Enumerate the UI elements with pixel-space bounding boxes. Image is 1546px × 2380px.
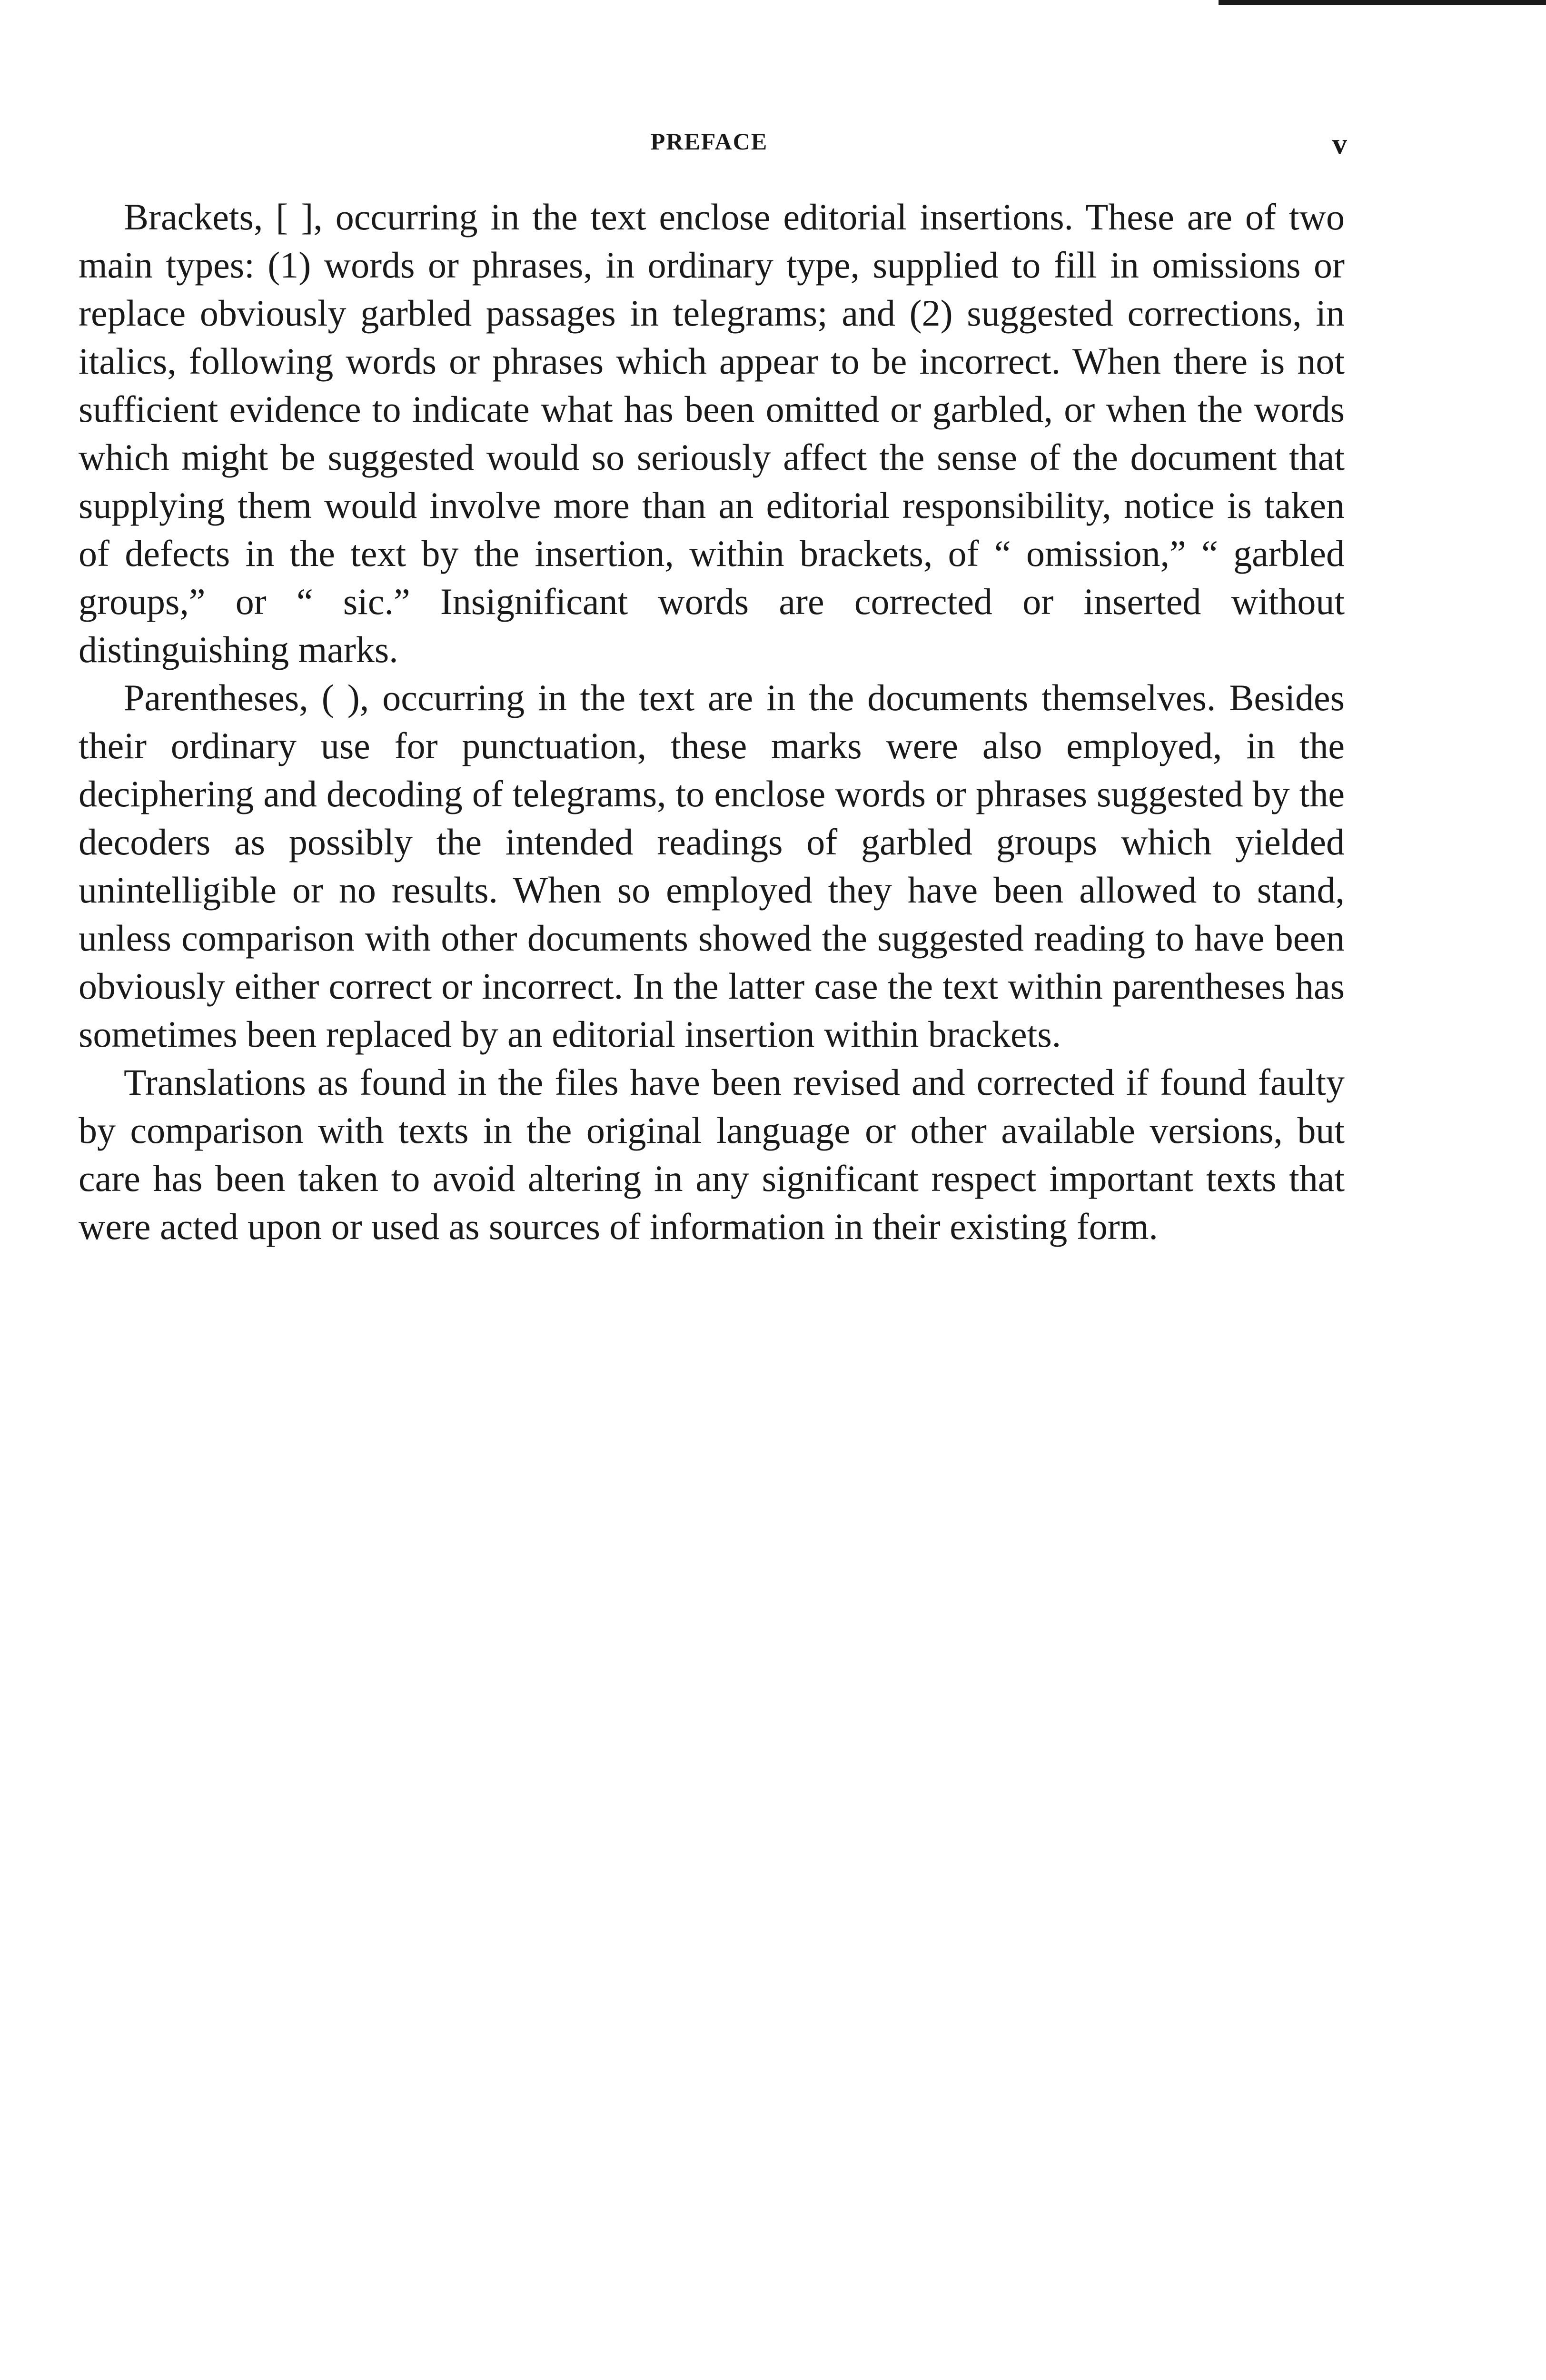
scan-edge-rule — [1219, 0, 1546, 5]
page-body — [79, 193, 1345, 1250]
running-title: PREFACE — [650, 128, 768, 155]
page-number: v — [1332, 128, 1347, 160]
paragraph-translations: Translations as found in the files have been revised and corrected if found faulty by comparison with texts in the original language or other available versions, but care has been taken to avoid altering in any significant respect important texts that were acted upon or used as sources of information in their existing form. — [79, 1061, 1345, 1247]
page-header — [76, 128, 1347, 166]
paragraph-parentheses: Parentheses, ( ), occurring in the text are in the documents themselves. Besides their ordinary use for punctuation, these marks were also employed, in the deciphering and decoding of telegrams, to enclose words or phrases suggested by the decoders as possibly the intended readings of garbled groups which yielded unintelligible or no results. When so employed they have been allowed to stand, unless comparison with other documents showed the suggested reading to have been obviously either correct or incorrect. In the latter case the text within parentheses has sometimes been replaced by an editorial insertion within brackets. — [79, 677, 1345, 1055]
paragraph-brackets: Brackets, [ ], occurring in the text enclose editorial insertions. These are of two main types: (1) words or phrases, in ordinary type, supplied to fill in omissions or replace obviously garbled passages in telegrams; and (2) suggested corrections, in italics, following words or phrases which appear to be incorrect. When there is not sufficient evidence to indicate what has been omitted or garbled, or when the words which might be suggested would so seriously affect the sense of the document that supplying them would involve more than an editorial responsibility, notice is taken of defects in the text by the insertion, within brackets, of “ omission,” “ garbled groups,” or “ sic.” Insignificant words are corrected or inserted without distinguishing marks. — [79, 196, 1345, 670]
